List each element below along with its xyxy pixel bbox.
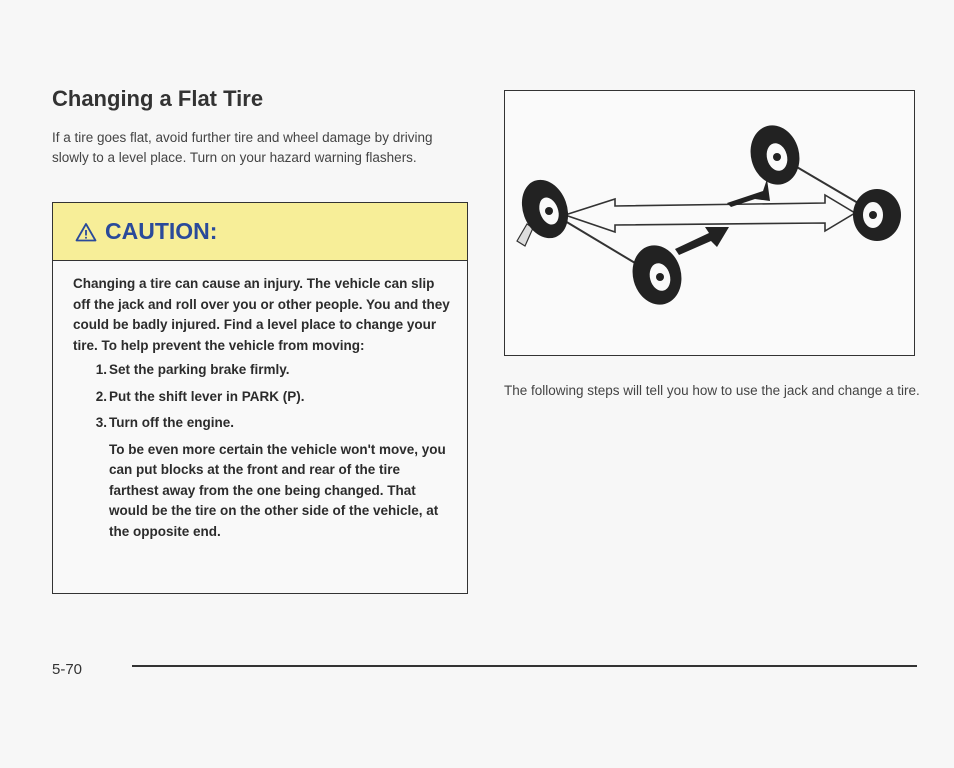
list-item bbox=[73, 360, 467, 381]
step-number: 1. bbox=[95, 362, 107, 377]
caution-text: Changing a tire can cause an injury. The vehicle can slip off the jack and roll over you or other people. You and they could be badly injured. Find a level place to change your tire. To help prevent the vehicle from moving: bbox=[73, 276, 450, 353]
intro-paragraph: If a tire goes flat, avoid further tire and wheel damage by driving slowly to a level place. Turn on your hazard warning flashers. bbox=[52, 130, 433, 165]
footer-rule bbox=[132, 665, 917, 667]
list-item bbox=[73, 413, 467, 434]
wheel-front-right bbox=[853, 189, 901, 241]
caution-steps bbox=[73, 360, 467, 434]
step-number: 3. bbox=[95, 415, 107, 430]
caution-box bbox=[52, 202, 468, 594]
caution-body bbox=[53, 261, 467, 542]
caution-extra-text: To be even more certain the vehicle won't move, you can put blocks at the front and rear of the tire farthest away from the one being changed. That would be the tire on the other side of the vehicle, at the opposite end. bbox=[109, 441, 446, 539]
warning-triangle-icon bbox=[75, 222, 97, 242]
step-text: Set the parking brake firmly. bbox=[109, 362, 290, 377]
step-text: Put the shift lever in PARK (P). bbox=[109, 388, 305, 404]
figure-caption: The following steps will tell you how to use the jack and change a tire. bbox=[504, 383, 920, 398]
step-text: Turn off the engine. bbox=[109, 415, 234, 430]
wheel-rear-right bbox=[744, 120, 806, 190]
wheel-diagram bbox=[504, 90, 915, 356]
step-number: 2. bbox=[95, 388, 107, 404]
list-item bbox=[73, 387, 467, 408]
four-wheels-diagonal-illustration bbox=[505, 91, 913, 354]
page-number: 5-70 bbox=[52, 661, 83, 678]
caution-header bbox=[53, 203, 467, 261]
caution-label: CAUTION: bbox=[105, 218, 218, 244]
page-title: Changing a Flat Tire bbox=[52, 86, 264, 111]
